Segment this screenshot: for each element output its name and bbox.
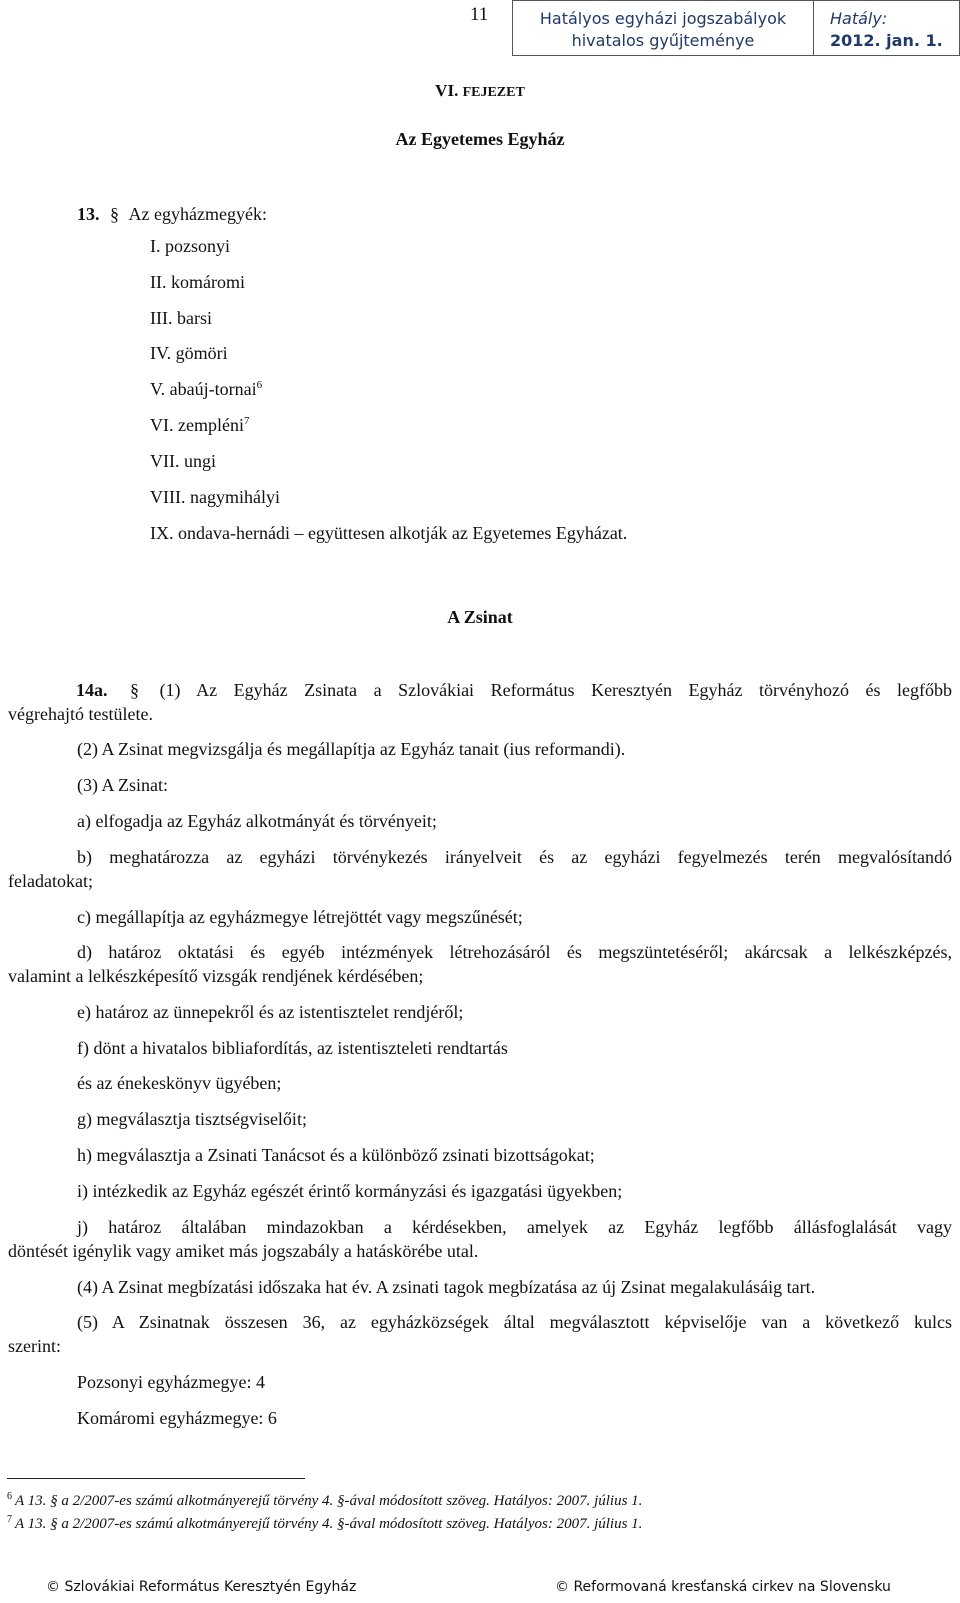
section-14a-p4: (4) A Zsinat megbízatási időszaka hat év. A zsinati tagok megbízatása az új Zsinat megalakulásáig tart.: [77, 1277, 816, 1297]
section-13-number: 13.: [77, 204, 100, 224]
diocese-item: V. abaúj-tornai$^6$: [150, 379, 263, 399]
footnote-ref[interactable]: 7: [243, 415, 250, 427]
footnote-ref[interactable]: 6: [256, 379, 263, 391]
section-14a-p5-line1: (5) A Zsinatnak összesen 36, az egyházközségek által megválasztott képviselője van a következő kulcs: [77, 1312, 952, 1332]
diocese-item: VIII. nagymihályi: [150, 487, 280, 507]
diocese-item: III. barsi: [150, 308, 212, 328]
section-14a-p2: (2) A Zsinat megvizsgálja és megállapítja az Egyház tanait (ius reformandi).: [77, 739, 626, 759]
header-title-box: [512, 0, 814, 56]
footnote-separator: [7, 1478, 305, 1479]
footer-right: © Reformovaná kresťanská cirkev na Slovensku: [555, 1579, 891, 1595]
diocese-item: VI. zempléni$^7$: [150, 415, 250, 435]
section-14a-p3: (3) A Zsinat:: [77, 775, 168, 795]
chapter-word: FEJEZET: [462, 85, 525, 100]
footnote: [7, 1511, 642, 1533]
section-14a-p5-line2: szerint:: [8, 1336, 61, 1356]
key-line: Komáromi egyházmegye: 6: [77, 1408, 277, 1428]
item-b-line2: feladatokat;: [8, 871, 93, 891]
page-number: 11: [470, 4, 489, 25]
diocese-item: VII. ungi: [150, 451, 216, 471]
footnote-number: 6: [7, 1491, 12, 1502]
diocese-item: IX. ondava-hernádi – együttesen alkotják az Egyetemes Egyházat.: [150, 523, 628, 543]
item-j-line2: döntését igénylik vagy amiket más jogszabály a hatáskörébe utal.: [8, 1241, 479, 1261]
item-a: a) elfogadja az Egyház alkotmányát és törvényeit;: [77, 811, 437, 831]
item-g: g) megválasztja tisztségviselőit;: [77, 1109, 307, 1129]
section-14a-p1-line2: végrehajtó testülete.: [8, 704, 153, 724]
header-title-line2: hivatalos gyűjteménye: [571, 31, 755, 50]
diocese-item: II. komáromi: [150, 272, 245, 292]
chapter-heading: [0, 80, 960, 104]
diocese-item: IV. gömöri: [150, 343, 228, 363]
section-14a-p1: [8, 679, 952, 701]
section-13-intro: [77, 203, 267, 225]
chapter-number: VI.: [435, 81, 459, 100]
footnote-text: A 13. § a 2/2007-es számú alkotmányerejű törvény 4. §-ával módosított szöveg. Hatályos: 2007. július 1.: [15, 1493, 643, 1509]
diocese-item: I. pozsonyi: [150, 236, 230, 256]
section-14a-p1-line1: (1) Az Egyház Zsinata a Szlovákiai Református Keresztyén Egyház törvényhozó és legfőbb: [159, 680, 953, 700]
item-d-line1: d) határoz oktatási és egyéb intézmények létrehozásáról és megszüntetéséről; akárcsak a lelkészképzés,: [77, 942, 952, 962]
section-14a-number: 14a.: [76, 680, 108, 700]
item-f-line1: f) dönt a hivatalos bibliafordítás, az istentiszteleti rendtartás: [77, 1038, 508, 1058]
header-date-box: [813, 0, 960, 56]
key-line: Pozsonyi egyházmegye: 4: [77, 1372, 265, 1392]
item-b-line1: b) meghatározza az egyházi törvénykezés irányelveit és az egyházi fegyelmezés terén megvalósítandó: [77, 847, 952, 867]
section-heading-egyetemes: Az Egyetemes Egyház: [395, 129, 565, 149]
item-i: i) intézkedik az Egyház egészét érintő kormányzási és igazgatási ügyekben;: [77, 1181, 623, 1201]
item-c: c) megállapítja az egyházmegye létrejöttét vagy megszűnését;: [77, 907, 523, 927]
footnote-number: 7: [7, 1514, 12, 1525]
item-h: h) megválasztja a Zsinati Tanácsot és a különböző zsinati bizottságokat;: [77, 1145, 595, 1165]
footer-left: © Szlovákiai Református Keresztyén Egyház: [46, 1579, 357, 1595]
item-d-line2: valamint a lelkészképesítő vizsgák rendjének kérdésében;: [8, 966, 424, 986]
header-title-line1: Hatályos egyházi jogszabályok: [539, 9, 787, 28]
footnote: [7, 1488, 642, 1510]
paragraph-mark: §: [110, 204, 119, 224]
section-heading-zsinat: A Zsinat: [447, 607, 513, 627]
section-13-text: Az egyházmegyék:: [128, 204, 267, 224]
header-date-label: Hatály:: [830, 9, 888, 28]
header-date-value: 2012. jan. 1.: [830, 31, 943, 50]
item-f-line2: és az énekeskönyv ügyében;: [77, 1073, 282, 1093]
footnote-text: A 13. § a 2/2007-es számú alkotmányerejű törvény 4. §-ával módosított szöveg. Hatályos: 2007. július 1.: [15, 1516, 643, 1532]
item-e: e) határoz az ünnepekről és az istentisztelet rendjéről;: [77, 1002, 464, 1022]
paragraph-mark: §: [130, 680, 140, 700]
item-j-line1: j) határoz általában mindazokban a kérdésekben, amelyek az Egyház legfőbb állásfoglalását vagy: [77, 1217, 952, 1237]
